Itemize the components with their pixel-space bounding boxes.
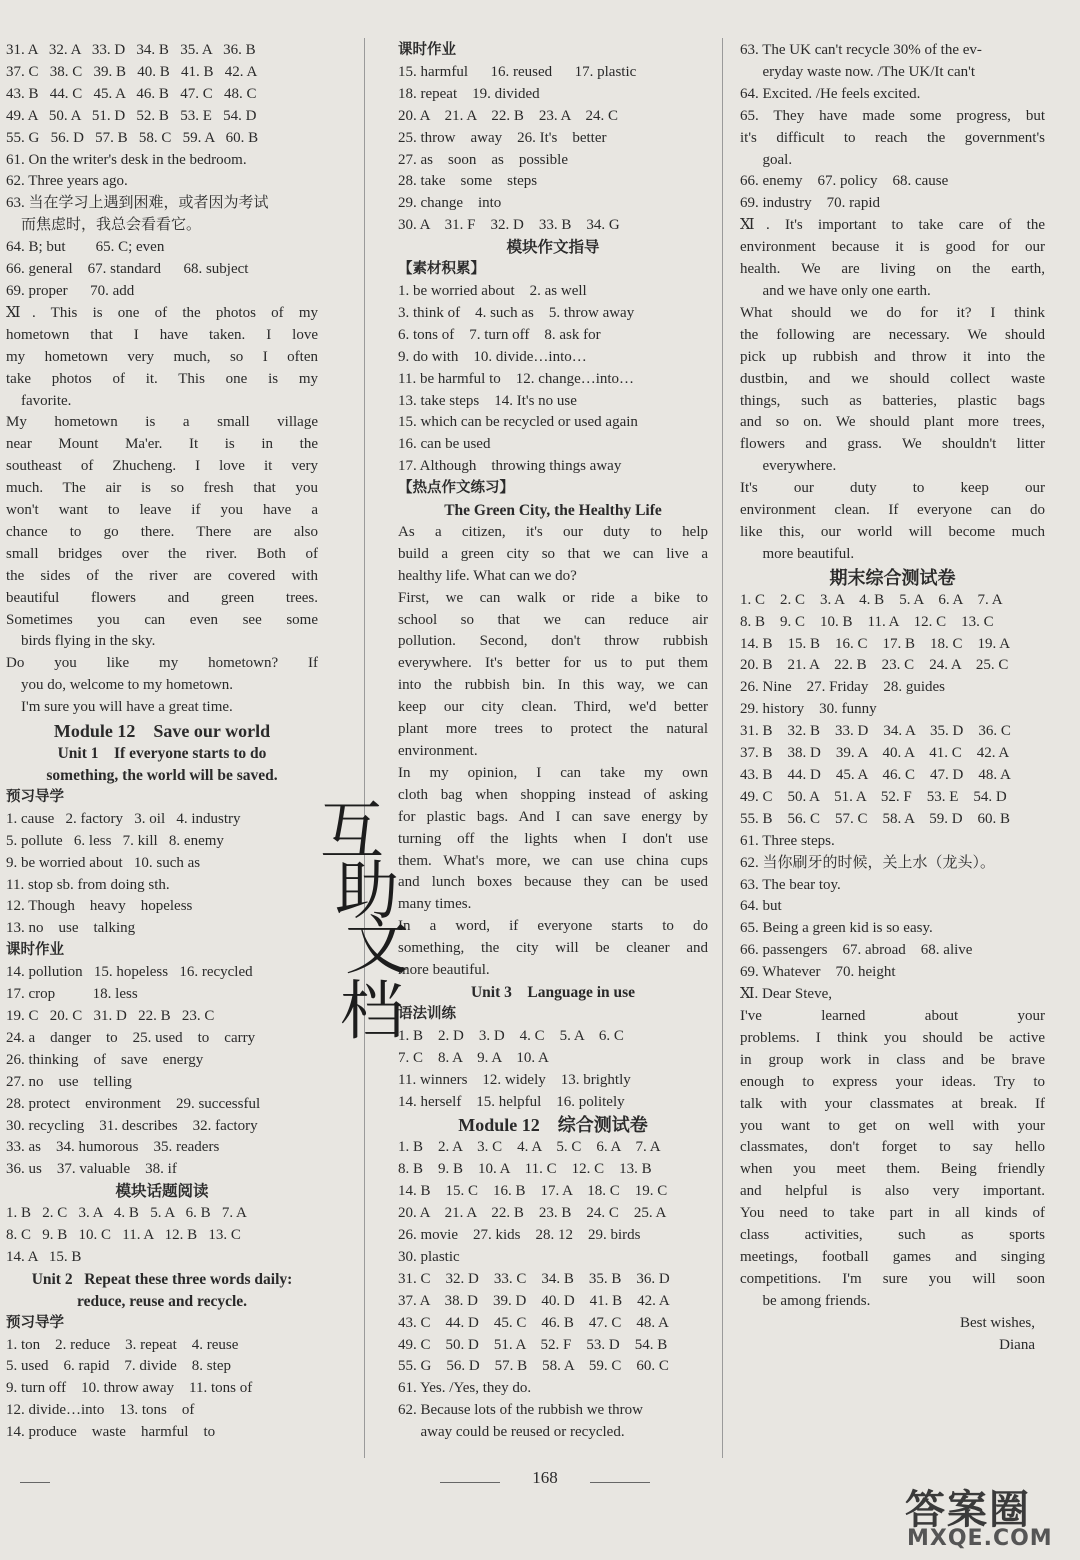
answer-line: the sides of the river are covered with xyxy=(6,567,318,584)
answer-line: I'm sure you will have a great time. xyxy=(6,699,233,716)
answer-line: 9. be worried about 10. such as xyxy=(6,854,201,871)
answer-line: 66. enemy 67. policy 68. cause xyxy=(740,173,949,190)
section-heading: Module 12 综合测试卷 xyxy=(458,1115,648,1136)
section-heading: 期末综合测试卷 xyxy=(829,567,956,588)
answer-line: 64. but xyxy=(740,898,782,915)
answer-line: you do, welcome to my hometown. xyxy=(6,677,234,694)
column-2 xyxy=(398,40,708,1444)
section-heading: The Green City, the Healthy Life xyxy=(444,502,662,520)
answer-line: 12. divide…into 13. tons of xyxy=(6,1402,195,1419)
answer-line: 28. protect environment 29. successful xyxy=(6,1095,261,1112)
answer-line: 14. B 15. C 16. B 17. A 18. C 19. C xyxy=(398,1183,668,1200)
answer-line: 55. B 56. C 57. C 58. A 59. D 60. B xyxy=(740,810,1011,827)
answer-line: 26. Nine 27. Friday 28. guides xyxy=(740,679,945,696)
subsection-label: 预习导学 xyxy=(6,788,64,805)
answer-line: them. What's more, we can use china cups xyxy=(398,852,708,869)
answer-line: 13. no use talking xyxy=(6,920,136,937)
answer-line: 而焦虑时，我总会看看它。 xyxy=(6,217,202,234)
answer-line: away could be reused or recycled. xyxy=(398,1424,625,1441)
answer-line: 30. A 31. F 32. D 33. B 34. G xyxy=(398,217,620,234)
answer-line: class activities, such as sports xyxy=(740,1227,1045,1244)
answer-line: everywhere. xyxy=(740,458,837,475)
answer-line: 13. take steps 14. It's no use xyxy=(398,392,577,409)
answer-line: 61. Yes. /Yes, they do. xyxy=(398,1380,532,1397)
answer-line: dustbin, and we should collect waste xyxy=(740,370,1045,387)
answer-line: environment clean. If everyone can do xyxy=(740,502,1045,519)
answer-line: 37. A 38. D 39. D 40. D 41. B 42. A xyxy=(398,1292,670,1309)
answer-line: 29. history 30. funny xyxy=(740,701,877,718)
answer-line: 15. which can be recycled or used again xyxy=(398,414,638,431)
answer-line: 11. be harmful to 12. change…into… xyxy=(398,370,635,387)
answer-line: 55. G 56. D 57. B 58. A 59. C 60. C xyxy=(398,1358,669,1375)
answer-line: Sometimes you can even see some xyxy=(6,611,318,628)
answer-line: 27. as soon as possible xyxy=(398,151,568,168)
answer-line: 14. A 15. B xyxy=(6,1248,82,1265)
answer-line: cloth bag when shopping instead of asking xyxy=(398,786,708,803)
answer-line: 1. ton 2. reduce 3. repeat 4. reuse xyxy=(6,1336,239,1353)
answer-line: in group work in class and be brave xyxy=(740,1051,1045,1068)
answer-line: 66. passengers 67. abroad 68. alive xyxy=(740,942,973,959)
answer-line: Best wishes, xyxy=(960,1314,1035,1331)
answer-line: 43. B 44. C 45. A 46. B 47. C 48. C xyxy=(6,85,257,102)
watermark-url: MXQE.COM xyxy=(907,1526,1053,1551)
answer-line: problems. I think you should be active xyxy=(740,1029,1045,1046)
handwritten-char: 文 xyxy=(345,910,409,984)
answer-line: 69. Whatever 70. height xyxy=(740,964,896,981)
answer-line: 6. tons of 7. turn off 8. ask for xyxy=(398,326,601,343)
answer-line: What should we do for it? I think xyxy=(740,304,1045,321)
answer-line: 43. B 44. D 45. A 46. C 47. D 48. A xyxy=(740,767,1011,783)
answer-line: 63. The bear toy. xyxy=(740,876,841,893)
answer-line: 17. crop 18. less xyxy=(6,986,138,1003)
answer-line: 62. 当你刷牙的时候，关上水（龙头）。 xyxy=(740,854,996,871)
answer-line: hometown that I have taken. I love xyxy=(6,326,318,343)
answer-line: 61. Three steps. xyxy=(740,832,835,849)
answer-line: 37. C 38. C 39. B 40. B 41. B 42. A xyxy=(6,63,258,80)
subsection-label: 语法训练 xyxy=(398,1005,456,1022)
answer-line: keep our city clean. Third, we'd better xyxy=(398,699,708,716)
watermark-text: 答案圈 xyxy=(905,1487,1031,1533)
answer-line: 1. cause 2. factory 3. oil 4. industry xyxy=(6,810,241,827)
answer-line: 3. think of 4. such as 5. throw away xyxy=(398,304,635,321)
answer-line: talk with your classmates at break. If xyxy=(740,1095,1045,1112)
subsection-label: 【热点作文练习】 xyxy=(398,480,514,497)
answer-line: 8. C 9. B 10. C 11. A 12. B 13. C xyxy=(6,1227,241,1244)
answer-line: and we have only one earth. xyxy=(740,282,931,299)
section-heading: Module 12 Save our world xyxy=(53,721,271,742)
answer-line: the following are necessary. We should xyxy=(740,326,1045,343)
answer-line: into the rubbish bin. In this way, we can xyxy=(398,677,708,694)
answer-line: 66. general 67. standard 68. subject xyxy=(6,261,249,278)
answer-line: 1. B 2. C 3. A 4. B 5. A 6. B 7. A xyxy=(6,1205,247,1222)
subsection-label: 预习导学 xyxy=(6,1314,64,1331)
section-heading: 模块作文指导 xyxy=(506,239,600,257)
answer-line: In my opinion, I can take my own xyxy=(398,764,708,781)
answer-line: 65. Being a green kid is so easy. xyxy=(740,920,933,937)
answer-line: 65. They have made some progress, but xyxy=(740,107,1045,124)
answer-line: when you meet them. Being friendly xyxy=(740,1161,1045,1178)
answer-line: chance to go there. There are also xyxy=(6,523,318,540)
answer-line: 63. The UK can't recycle 30% of the ev- xyxy=(740,42,982,58)
subsection-label: 课时作业 xyxy=(6,942,64,959)
answer-line: 64. B; but 65. C; even xyxy=(6,239,165,256)
answer-line: As a citizen, it's our duty to help xyxy=(398,523,708,540)
answer-line: you want to get on well with your xyxy=(740,1117,1045,1134)
answer-line: pollution. Second, don't throw rubbish xyxy=(398,633,708,650)
handwritten-char: 助 xyxy=(335,855,399,929)
answer-line: 69. proper 70. add xyxy=(6,282,135,299)
answer-line: southeast of Zhucheng. I love it very xyxy=(6,458,318,475)
column-3 xyxy=(740,40,1045,1356)
answer-line: 33. as 34. humorous 35. readers xyxy=(6,1139,220,1156)
answer-line: 19. C 20. C 31. D 22. B 23. C xyxy=(6,1007,215,1024)
answer-line: flowers and grass. We shouldn't litter xyxy=(740,436,1045,453)
answer-line: 1. B 2. A 3. C 4. A 5. C 6. A 7. A xyxy=(398,1139,661,1156)
answer-line: birds flying in the sky. xyxy=(6,633,156,650)
answer-line: I've learned about your xyxy=(740,1007,1045,1024)
answer-line: much. The air is so fresh that you xyxy=(6,480,318,497)
answer-line: small bridges over the river. Both of xyxy=(6,545,318,562)
subsection-label: 【素材积累】 xyxy=(398,261,485,278)
answer-line: enough to express your ideas. Try to xyxy=(740,1073,1045,1090)
handwritten-char: 档 xyxy=(340,975,404,1049)
answer-line: and so on. We should plant more trees, xyxy=(740,414,1045,431)
answer-line: 12. Though heavy hopeless xyxy=(6,898,193,915)
answer-line: 31. C 32. D 33. C 34. B 35. B 36. D xyxy=(398,1270,670,1287)
answer-line: plant more trees to protect the natural xyxy=(398,721,708,738)
section-heading: Unit 3 Language in use xyxy=(470,983,636,1001)
answer-line: 64. Excited. /He feels excited. xyxy=(740,85,921,102)
answer-line: health. We are living on the earth, xyxy=(740,261,1045,278)
answer-line: favorite. xyxy=(6,392,72,409)
answer-line: 55. G 56. D 57. B 58. C 59. A 60. B xyxy=(6,129,259,146)
answer-line: 69. industry 70. rapid xyxy=(740,195,880,212)
column-divider xyxy=(722,38,723,1458)
answer-line: something, the city will be cleaner and xyxy=(398,940,708,957)
answer-line: 1. C 2. C 3. A 4. B 5. A 6. A 7. A xyxy=(740,591,1003,608)
answer-line: beautiful flowers and green trees. xyxy=(6,589,318,606)
answer-line: 31. B 32. B 33. D 34. A 35. D 36. C xyxy=(740,723,1011,740)
answer-line: 31. A 32. A 33. D 34. B 35. A 36. B xyxy=(6,42,256,58)
answer-line: 7. C 8. A 9. A 10. A xyxy=(398,1049,549,1066)
answer-line: turning off the lights when I don't use xyxy=(398,830,708,847)
answer-line: 1. B 2. D 3. D 4. C 5. A 6. C xyxy=(398,1027,624,1044)
answer-line: 14. herself 15. helpful 16. politely xyxy=(398,1093,625,1110)
answer-line: environment because it is good for our xyxy=(740,239,1045,256)
answer-line: 26. movie 27. kids 28. 12 29. birds xyxy=(398,1227,641,1244)
answer-line: many times. xyxy=(398,896,472,913)
answer-line: In a word, if everyone starts to do xyxy=(398,918,708,935)
answer-line: for plastic bags. And I can save energy by xyxy=(398,808,708,825)
answer-line: Ⅺ. Dear Steve, xyxy=(740,986,832,1003)
answer-line: classmates, don't forget to say hello xyxy=(740,1139,1045,1156)
answer-line: 36. us 37. valuable 38. if xyxy=(6,1161,177,1178)
answer-line: First, we can walk or ride a bike to xyxy=(398,589,708,606)
answer-line: Ⅺ. It's important to take care of the xyxy=(740,217,1045,234)
watermark-logo xyxy=(905,1478,1075,1558)
answer-line: more beautiful. xyxy=(740,545,855,562)
answer-line: 17. Although throwing things away xyxy=(398,458,622,475)
answer-line: 24. a danger to 25. used to carry xyxy=(6,1029,256,1046)
answer-line: 61. On the writer's desk in the bedroom. xyxy=(6,151,247,168)
answer-line: my hometown very much, so I often xyxy=(6,348,318,365)
answer-line: school so that we can reduce air xyxy=(398,611,708,628)
answer-line: 20. B 21. A 22. B 23. C 24. A 25. C xyxy=(740,657,1009,674)
answer-line: 11. stop sb. from doing sth. xyxy=(6,876,170,893)
answer-line: 43. C 44. D 45. C 46. B 47. C 48. A xyxy=(398,1314,669,1331)
answer-line: 9. do with 10. divide…into… xyxy=(398,348,587,365)
answer-line: My hometown is a small village xyxy=(6,414,318,431)
answer-line: eryday waste now. /The UK/It can't xyxy=(740,63,975,80)
answer-line: 14. pollution 15. hopeless 16. recycled xyxy=(6,964,253,981)
answer-line: 5. pollute 6. less 7. kill 8. enemy xyxy=(6,832,224,849)
answer-line: and lunch boxes because they can be used xyxy=(398,874,708,891)
answer-line: Diana xyxy=(999,1336,1035,1353)
answer-line: 63. 当在学习上遇到困难，或者因为考试 xyxy=(6,195,269,212)
answer-line: take photos of it. This one is my xyxy=(6,370,318,387)
section-heading: Unit 1 If everyone starts to do xyxy=(57,745,267,763)
answer-line: It's our duty to keep our xyxy=(740,480,1045,497)
answer-line: 14. B 15. B 16. C 17. B 18. C 19. A xyxy=(740,635,1011,652)
answer-line: 30. plastic xyxy=(398,1248,460,1265)
answer-line: 5. used 6. rapid 7. divide 8. step xyxy=(6,1358,231,1375)
answer-line: 20. A 21. A 22. B 23. B 24. C 25. A xyxy=(398,1205,667,1222)
answer-line: 9. turn off 10. throw away 11. tons of xyxy=(6,1380,253,1397)
answer-line: and helpful is also very important. xyxy=(740,1183,1045,1200)
section-heading: something, the world will be saved. xyxy=(46,767,278,784)
answer-line: 8. B 9. C 10. B 11. A 12. C 13. C xyxy=(740,613,994,630)
answer-line: 14. produce waste harmful to xyxy=(6,1424,216,1441)
answer-line: Ⅺ. This is one of the photos of my xyxy=(6,304,318,321)
answer-line: 62. Because lots of the rubbish we throw xyxy=(398,1402,643,1419)
answer-line: 26. thinking of save energy xyxy=(6,1051,204,1068)
subsection-label: 课时作业 xyxy=(398,42,456,58)
answer-line: meetings, football games and singing xyxy=(740,1248,1045,1265)
section-heading: 模块话题阅读 xyxy=(115,1183,209,1201)
answer-line: 28. take some steps xyxy=(398,173,538,190)
answer-line: 49. C 50. A 51. A 52. F 53. E 54. D xyxy=(740,788,1007,805)
answer-line: 15. harmful 16. reused 17. plastic xyxy=(398,63,637,80)
answer-line: 25. throw away 26. It's better xyxy=(398,129,607,146)
answer-line: everywhere. It's better for us to put them xyxy=(398,655,708,672)
answer-line: 29. change into xyxy=(398,195,502,212)
answer-line: 1. be worried about 2. as well xyxy=(398,282,587,299)
section-heading: reduce, reuse and recycle. xyxy=(76,1292,248,1310)
answer-line: build a green city so that we can live a xyxy=(398,545,708,562)
answer-line: pick up rubbish and throw it into the xyxy=(740,348,1045,365)
handwritten-char: 互 xyxy=(320,795,384,869)
answer-line: 16. can be used xyxy=(398,436,491,453)
answer-line: 49. C 50. D 51. A 52. F 53. D 54. B xyxy=(398,1336,668,1353)
answer-line: Do you like my hometown? If xyxy=(6,655,318,672)
answer-line: 49. A 50. A 51. D 52. B 53. E 54. D xyxy=(6,107,257,124)
answer-line: 27. no use telling xyxy=(6,1073,132,1090)
answer-line: 8. B 9. B 10. A 11. C 12. C 13. B xyxy=(398,1161,652,1178)
answer-line: healthy life. What can we do? xyxy=(398,567,577,584)
answer-line: more beautiful. xyxy=(398,962,490,979)
answer-line: You need to take part in all kinds of xyxy=(740,1205,1045,1222)
footer-rule xyxy=(590,1482,650,1483)
column-divider xyxy=(364,38,365,1458)
answer-line: won't want to leave if you have a xyxy=(6,502,318,519)
answer-line: 18. repeat 19. divided xyxy=(398,85,540,102)
footer-rule xyxy=(20,1482,50,1483)
answer-line: like this, our world will become much xyxy=(740,523,1045,540)
answer-line: near Mount Ma'er. It is in the xyxy=(6,436,318,453)
answer-line: 62. Three years ago. xyxy=(6,173,128,190)
page-number: 168 xyxy=(532,1468,558,1487)
answer-line: it's difficult to reach the government's xyxy=(740,129,1045,146)
column-1 xyxy=(6,40,318,1444)
answer-line: environment. xyxy=(398,743,478,759)
answer-line: 20. A 21. A 22. B 23. A 24. C xyxy=(398,107,619,124)
answer-line: 37. B 38. D 39. A 40. A 41. C 42. A xyxy=(740,745,1010,762)
answer-line: be among friends. xyxy=(740,1292,871,1309)
answer-line: 11. winners 12. widely 13. brightly xyxy=(398,1071,631,1088)
answer-line: goal. xyxy=(740,151,793,168)
answer-line: competitions. I'm sure you will soon xyxy=(740,1270,1045,1287)
answer-line: 30. recycling 31. describes 32. factory xyxy=(6,1117,258,1134)
section-heading: Unit 2 Repeat these three words daily: xyxy=(31,1270,293,1288)
answer-line: things, such as batteries, plastic bags xyxy=(740,392,1045,409)
footer-rule xyxy=(440,1482,500,1483)
